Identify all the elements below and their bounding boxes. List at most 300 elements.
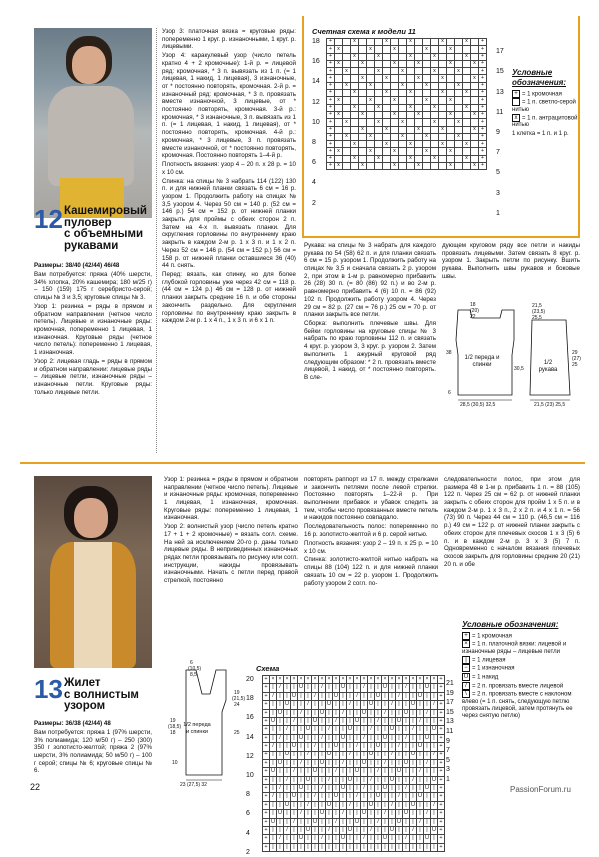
chart-cell: x [351, 39, 359, 46]
schema-cell: / [389, 701, 396, 709]
chart-cell [463, 75, 471, 82]
chart-cell [423, 60, 431, 67]
schema-cell: U [292, 692, 296, 699]
schema-cell: | [277, 701, 284, 709]
schema-cell: | [431, 709, 438, 717]
chart-cell [463, 68, 471, 75]
schema-cell: | [389, 743, 396, 751]
chart-cell [359, 133, 367, 140]
schema-cell: | [354, 810, 361, 818]
chart-cell [367, 68, 375, 75]
front-label: 1/2 переда и спинки [464, 355, 500, 369]
schema-cell: U [292, 793, 296, 800]
schema-cell: + [264, 826, 268, 833]
schema-cell: | [277, 768, 284, 776]
chart-cell [391, 126, 399, 133]
chart-cell [439, 163, 447, 170]
schema-cell: | [361, 692, 368, 700]
chart-cell [375, 60, 383, 67]
chart-cell [343, 90, 351, 97]
schema-cell: | [333, 835, 340, 843]
paragraph: Узор 1: резинка = ряды в прямом и обратном направлении (четное число петель). Лицевые и изнаночные ряды: кромочная, попеременно 1 лицевая, 1 изнаночная. Круговые ряды (четное число петель): попеременно 1 лицевая, 1 изнаночная. [34, 302, 152, 356]
knit-stitch-icon: | [462, 656, 470, 664]
schema-cell: | [417, 810, 424, 818]
schema-cell: / [319, 734, 326, 742]
chart-cell [359, 68, 367, 75]
schema-cell: | [312, 843, 319, 851]
schema-cell: + [264, 768, 268, 775]
chart-cell [463, 148, 471, 155]
chart-cell: + [479, 39, 487, 46]
chart-cell [359, 46, 367, 53]
chart-cell [407, 148, 415, 155]
schema-cell: U [327, 701, 331, 708]
chart-cell: x [439, 141, 447, 148]
schema-cell: | [333, 701, 340, 709]
schema-cell: / [361, 835, 368, 843]
schema-cell: + [439, 709, 443, 716]
schema-cell: × [285, 675, 289, 682]
chart-cell: + [479, 53, 487, 60]
schema-cell: / [417, 818, 424, 826]
schema-cell: | [270, 801, 277, 809]
chart-cell [375, 90, 383, 97]
schema-cell: | [326, 692, 333, 700]
schema-cell: + [439, 776, 443, 783]
schema-cell: | [375, 785, 382, 793]
chart-cell: + [327, 75, 335, 82]
schema-cell: / [410, 827, 417, 835]
dim: (21,5) [232, 696, 246, 702]
schema-cell: / [389, 751, 396, 759]
schema-cell: | [277, 726, 284, 734]
schema-cell: | [333, 785, 340, 793]
paragraph: следовательности полос, при этом для размера 48 в 1-м р. прибавить 1 п. = 88 (105) 122 п. Через 25 см = 62 р. от нижней планки закрыть с обеих сторон для пройм 1 x 5 п. и в каждом 2-м р. 1 x 3 п., 2 x 2 п. и 4 x 1 п. = 56 (73) 90 п. Через 44 см = 110 р. (46,5 см = 116 р.) 49 см = 122 р. от нижней планки закрыть с обеих сторон для плечевых скосов 1 x 3 (5) 6 п. и в каждом 2-м р. 3 x 3 (5) 7 п. Одновременно с началом вязания плечевых скосов закрыть для горловины средние 20 (21) 20 п. и обе [444, 476, 580, 568]
schema-cell: + [264, 776, 268, 783]
chart-cell [431, 46, 439, 53]
schema-cell: U [425, 785, 429, 792]
schema-cell: | [375, 684, 382, 692]
schema-cell: | [417, 843, 424, 851]
schema-row-number: 9 [446, 737, 450, 745]
chart-cell: x [367, 46, 375, 53]
chart-cell: + [479, 60, 487, 67]
chart-cell [343, 75, 351, 82]
chart-cell: x [447, 111, 455, 118]
schema-cell: | [305, 717, 312, 725]
chart-cell [335, 39, 343, 46]
schema-cell: / [305, 751, 312, 759]
schema-cell: / [375, 768, 382, 776]
schema-cell: | [333, 810, 340, 818]
schema-cell: | [403, 743, 410, 751]
chart-cell: + [479, 133, 487, 140]
schema-cell: × [425, 675, 429, 682]
schema-cell: | [333, 759, 340, 767]
schema-cell: | [368, 759, 375, 767]
schema-cell: | [403, 818, 410, 826]
chart-cell [367, 53, 375, 60]
schema-cell: | [270, 684, 277, 692]
chart-cell: x [399, 133, 407, 140]
chart-cell [439, 82, 447, 89]
schema-cell: | [375, 751, 382, 759]
schema-cell: | [403, 768, 410, 776]
schema-cell: | [396, 709, 403, 717]
legend2 [462, 620, 582, 720]
chart-cell [399, 126, 407, 133]
schema-cell: U [320, 759, 324, 766]
chart-cell: x [359, 60, 367, 67]
schema-cell: | [354, 827, 361, 835]
chart-cell [383, 119, 391, 126]
schema-cell: + [439, 692, 443, 699]
schema-cell: | [354, 709, 361, 717]
chart-cell: x [463, 141, 471, 148]
row-number: 15 [496, 68, 504, 76]
chart-cell [431, 163, 439, 170]
schema-cell: | [340, 793, 347, 801]
chart-cell [335, 119, 343, 126]
schema-cell: U [348, 776, 352, 783]
chart-cell [391, 141, 399, 148]
dim: 19 [170, 718, 176, 724]
schema-cell: U [285, 701, 289, 708]
chart-cell [407, 46, 415, 53]
chart-cell [447, 39, 455, 46]
schema-cell: | [277, 717, 284, 725]
schema-cell: | [340, 726, 347, 734]
schema-cell: | [347, 734, 354, 742]
schema-cell: | [368, 717, 375, 725]
chart-cell [415, 141, 423, 148]
schema-row-number: 5 [446, 756, 450, 764]
paragraph: Спинка: на спицы № 3 набрать 114 (122) 130 п. и для нижней планки связать 6 см = 16 р. узором 1. Продолжить работу на спицах № 3,5 узором 4. Через 50 см = 140 р. (52 см = 146 р.) 54 см = 152 р. от нижней планки закрыть для проймы с обеих сторон 2 п. Затем на 4-х п. вывязать планки. Для скругления горловины по внутреннему краю закрыть в каждом 2-м р. 1 x 3 п. и 1 x 2 п. Через 52 см = 146 р. (54 см = 152 р.) 56 см = 158 р. от нижней планки оставшиеся 36 (40) 44 п. снять. [162, 177, 296, 270]
schema-cell: U [362, 810, 366, 817]
schema-cell: / [396, 743, 403, 751]
schema-cell: | [368, 743, 375, 751]
chart-cell [375, 46, 383, 53]
schema-cell: U [306, 776, 310, 783]
dim: 10 [172, 760, 178, 766]
schema-cell: U [278, 810, 282, 817]
chart-cell [431, 148, 439, 155]
schema-cell: / [319, 684, 326, 692]
schema-cell: | [333, 801, 340, 809]
schema-cell: | [368, 692, 375, 700]
schema-cell: + [264, 818, 268, 825]
chart-cell [375, 111, 383, 118]
chart-cell [343, 60, 351, 67]
chart-cell: + [327, 155, 335, 162]
chart-cell [367, 163, 375, 170]
dim: 28,5 (30,5) 32,5 [460, 402, 496, 408]
chart-cell [383, 111, 391, 118]
chart-cell [431, 111, 439, 118]
schema-cell: U [271, 818, 275, 825]
schema-cell: | [326, 717, 333, 725]
schema-cell: | [417, 684, 424, 692]
chart-cell [455, 126, 463, 133]
schema-cell: | [375, 810, 382, 818]
schema-cell: + [439, 768, 443, 775]
chart-cell [471, 97, 479, 104]
chart-cell [471, 133, 479, 140]
chart-cell: x [447, 60, 455, 67]
schema-cell: | [424, 801, 431, 809]
schema-cell: | [389, 692, 396, 700]
schema-cell: | [305, 709, 312, 717]
chart-cell: + [479, 104, 487, 111]
chart-cell [447, 126, 455, 133]
chart-cell: x [439, 126, 447, 133]
chart-cell [431, 60, 439, 67]
chart-cell: x [415, 75, 423, 82]
schema-cell: | [270, 759, 277, 767]
schema-cell: / [291, 717, 298, 725]
schema-cell: / [431, 701, 438, 709]
schema-cell: U [292, 743, 296, 750]
schema-cell: | [284, 709, 291, 717]
model12-title [64, 206, 147, 252]
row-number: 8 [312, 139, 316, 146]
chart-cell [343, 155, 351, 162]
legend-item: = 1 накид [472, 674, 499, 681]
chart-cell: x [359, 75, 367, 82]
schema-cell: | [319, 793, 326, 801]
schema-cell: + [264, 801, 268, 808]
schema-cell: / [403, 785, 410, 793]
schema-cell: / [298, 709, 305, 717]
chart-cell [351, 97, 359, 104]
schema-row-number: 2 [246, 848, 250, 856]
schema-cell: + [264, 835, 268, 842]
title-line: Жилет [64, 677, 101, 689]
light-grey-stitch-icon [512, 98, 520, 106]
schema-cell: | [305, 768, 312, 776]
chart-cell [367, 39, 375, 46]
schema-row-number: 6 [246, 810, 250, 818]
schema-cell: + [264, 717, 268, 724]
schema-cell: U [404, 810, 408, 817]
schema-cell: U [299, 684, 303, 691]
schema-cell: | [431, 793, 438, 801]
schema-cell: | [347, 717, 354, 725]
schema-cell: | [354, 801, 361, 809]
schema-cell: + [439, 701, 443, 708]
schema-cell: | [347, 843, 354, 851]
chart-cell [343, 111, 351, 118]
schema-cell: + [439, 734, 443, 741]
schema-cell: U [299, 734, 303, 741]
row-number: 3 [496, 189, 500, 197]
schema-cell: | [319, 827, 326, 835]
chart-cell [399, 39, 407, 46]
chart-cell: x [423, 82, 431, 89]
chart-cell: x [407, 155, 415, 162]
paragraph: Спинка: золотисто-желтой нитью набрать на спицы 88 (104) 122 п. и для нижней планки связать 10 см = 22 р. узором 1. Продолжить работу узором 2 согл. по- [304, 556, 438, 587]
schema-grid [262, 675, 445, 852]
schema-cell: | [361, 751, 368, 759]
chart-cell [471, 53, 479, 60]
chart-cell: x [375, 104, 383, 111]
schema-cell: | [326, 818, 333, 826]
schema-cell: | [382, 776, 389, 784]
schema-cell: U [285, 801, 289, 808]
schema-cell: | [403, 701, 410, 709]
schema-cell: | [431, 734, 438, 742]
schema-cell: / [431, 801, 438, 809]
schema-cell: | [284, 684, 291, 692]
chart-cell [335, 133, 343, 140]
chart-cell: x [463, 53, 471, 60]
schema-cell: | [389, 734, 396, 742]
schema-cell: / [340, 810, 347, 818]
section-divider [20, 462, 585, 464]
schema-cell: | [326, 743, 333, 751]
chart-cell [359, 97, 367, 104]
schema-cell: | [291, 776, 298, 784]
schema-row-number: 18 [246, 695, 254, 703]
schema-cell: | [312, 684, 319, 692]
title-line: с объемными [64, 228, 144, 240]
schema-cell: | [347, 743, 354, 751]
schema-cell: | [319, 692, 326, 700]
schema-cell: / [354, 743, 361, 751]
chart-cell: + [327, 39, 335, 46]
row-number: 16 [312, 58, 320, 66]
schema-cell: | [368, 843, 375, 851]
dim: 18 [170, 730, 176, 736]
chart-cell: x [335, 148, 343, 155]
edge-stitch-icon: + [462, 632, 470, 640]
schema-cell: / [333, 717, 340, 725]
schema-cell: | [284, 785, 291, 793]
schema-cell: × [278, 675, 282, 682]
schema-cell: × [362, 675, 366, 682]
schema-cell: | [368, 785, 375, 793]
chart-cell [343, 39, 351, 46]
chart-cell [383, 82, 391, 89]
schema-cell: | [396, 801, 403, 809]
chart-cell: x [351, 104, 359, 111]
schema-cell: U [271, 768, 275, 775]
schema-cell: / [291, 768, 298, 776]
schema-cell: U [397, 768, 401, 775]
schema-cell: / [354, 692, 361, 700]
chart-cell: x [351, 53, 359, 60]
schema-cell: | [347, 818, 354, 826]
schema-cell: | [312, 759, 319, 767]
schema-cell: / [382, 759, 389, 767]
schema-cell: × [390, 675, 394, 682]
schema-cell: + [264, 843, 268, 850]
schema-cell: + [439, 810, 443, 817]
schema-cell: | [368, 818, 375, 826]
schema-cell: / [333, 768, 340, 776]
schema-cell: U [418, 743, 422, 750]
schema-cell: | [424, 793, 431, 801]
schema-cell: U [425, 684, 429, 691]
chart-cell [415, 82, 423, 89]
schema-cell: U [411, 751, 415, 758]
chart-cell [335, 90, 343, 97]
schema-cell: | [354, 785, 361, 793]
schema-cell: | [319, 717, 326, 725]
schema-cell: U [369, 701, 373, 708]
chart-cell [471, 82, 479, 89]
schema-cell: | [340, 743, 347, 751]
schema-cell: | [431, 692, 438, 700]
chart-title: Счетная схема к модели 11 [312, 27, 416, 36]
schema-cell: | [333, 726, 340, 734]
schema-cell: | [424, 827, 431, 835]
schema-cell: | [284, 692, 291, 700]
chart-cell [375, 163, 383, 170]
schema-cell: U [320, 709, 324, 716]
schema-cell: | [431, 768, 438, 776]
schema-row-number: 4 [246, 829, 250, 837]
schema-cell: | [298, 701, 305, 709]
schema-cell: | [424, 726, 431, 734]
schema-row-number: 14 [246, 733, 254, 741]
schema-cell: × [376, 675, 380, 682]
chart-cell: x [343, 82, 351, 89]
chart-cell [359, 119, 367, 126]
chart-cell: + [327, 68, 335, 75]
schema-cell: | [375, 776, 382, 784]
chart-cell [335, 82, 343, 89]
paragraph: Рукава: на спицы № 3 набрать для каждого рукава по 54 (58) 62 п. и для планки связать 6 см = 15 р. узором 1. Продолжить работу на спицах № 3,5 и сначала связать 2 р. узором 2, при этом в 1-м р. равномерно прибавить 26 (28) 30 п. (= 80 (86) 92 п.) и во 2-м р. равномерно прибавить 4 (6) 10 п. = 86 (92) 102 п. Продолжить работу узором 4. Через 29 см = 82 р. (27 см = 76 р.) 25 см = 70 р. от планки закрыть все петли. [304, 242, 436, 319]
dim: 19 [234, 690, 240, 696]
dim: 18 [470, 302, 476, 308]
chart-cell [423, 68, 431, 75]
chart-cell [463, 111, 471, 118]
chart-cell [351, 68, 359, 75]
schema-cell: U [341, 835, 345, 842]
schema-cell: U [432, 826, 436, 833]
chart-cell: x [455, 133, 463, 140]
schema-cell: U [376, 692, 380, 699]
chart-cell: x [439, 90, 447, 97]
front-label: 1/2 переда и спинки [183, 722, 211, 735]
chart-cell [391, 119, 399, 126]
schema-cell: | [382, 793, 389, 801]
schema-row-number: 17 [446, 699, 454, 707]
schema-cell: | [305, 835, 312, 843]
chart-cell: + [479, 155, 487, 162]
chart-cell: x [407, 53, 415, 60]
schema-cell: / [382, 810, 389, 818]
chart-cell [351, 46, 359, 53]
paragraph: Узор 3: платочная вязка = круговые ряды: попеременно 1 круг. р. изнаночными, 1 круг. р. лицевыми. [162, 28, 296, 51]
schema-cell: | [417, 801, 424, 809]
chart-cell [367, 75, 375, 82]
model13-col4 [444, 476, 580, 616]
schema-cell: | [354, 843, 361, 851]
chart-cell: x [407, 104, 415, 111]
schema-cell: | [319, 726, 326, 734]
chart-cell: + [327, 119, 335, 126]
chart-cell: + [327, 60, 335, 67]
legend-item: = 1 кромочная [522, 91, 562, 98]
row-number: 17 [496, 48, 504, 56]
schema-cell: U [432, 776, 436, 783]
chart-cell [375, 141, 383, 148]
model12-col3 [304, 242, 436, 458]
schema-cell: | [284, 717, 291, 725]
schema-row-number: 1 [446, 776, 450, 783]
